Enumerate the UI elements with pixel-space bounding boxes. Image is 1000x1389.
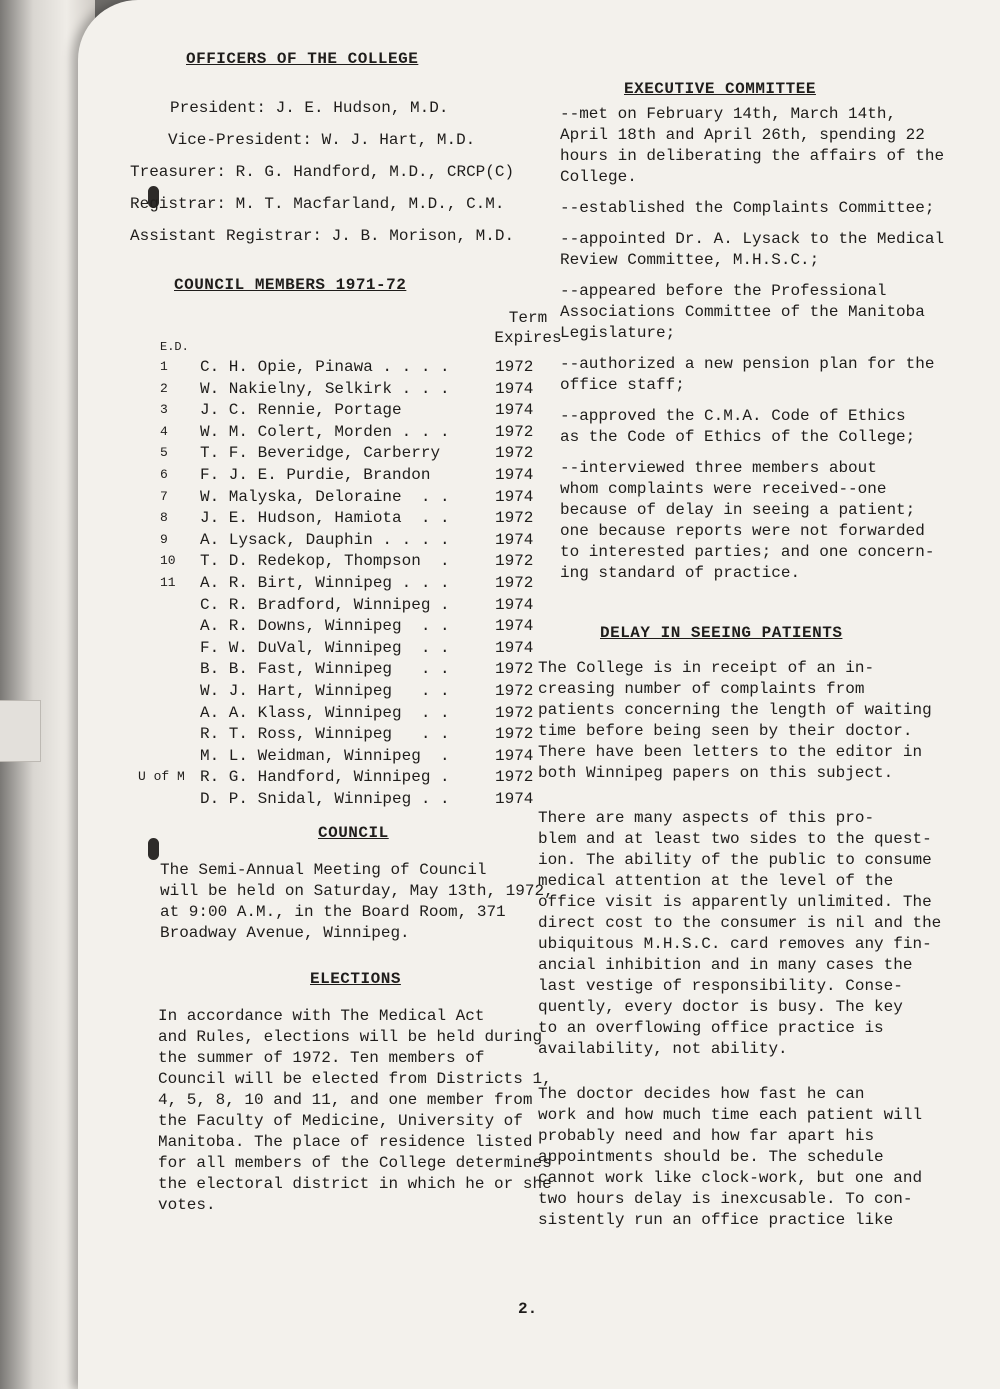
member-name: W. M. Colert, Morden . . .	[200, 422, 450, 441]
officer-row	[130, 188, 600, 220]
term-expiry-year: 1974	[495, 401, 534, 420]
district-number: 8	[160, 510, 168, 526]
member-name: A. A. Klass, Winnipeg . .	[200, 703, 450, 722]
officers-list	[130, 92, 600, 252]
member-name: C. H. Opie, Pinawa . . . .	[200, 358, 450, 376]
district-number: 9	[160, 531, 168, 547]
council-member-row	[160, 442, 580, 464]
term-expiry-year: 1972	[495, 660, 534, 679]
member-name: T. F. Beveridge, Carberry	[200, 444, 441, 463]
officer-row	[130, 156, 600, 188]
member-name: W. Malyska, Deloraine . .	[200, 487, 450, 506]
elections-heading: ELECTIONS	[310, 970, 401, 988]
binder-hole	[148, 838, 159, 860]
term-expiry-year: 1972	[495, 422, 534, 441]
term-expiry-year: 1974	[495, 790, 534, 808]
council-member-row	[160, 723, 580, 745]
term-expiry-year: 1974	[495, 595, 534, 614]
district-number: 3	[160, 402, 168, 418]
council-member-row	[160, 788, 580, 810]
district-number: 1	[160, 359, 168, 374]
officer-row	[130, 220, 600, 252]
member-name: F. J. E. Purdie, Brandon	[200, 466, 431, 484]
member-name: J. E. Hudson, Hamiota . .	[200, 509, 450, 528]
term-expiry-year: 1972	[495, 444, 534, 463]
district-number: 2	[160, 380, 168, 396]
council-member-row	[160, 529, 580, 551]
district-number: 4	[160, 423, 168, 439]
member-name: A. Lysack, Dauphin . . . .	[200, 530, 450, 549]
member-name: R. T. Ross, Winnipeg . .	[200, 725, 450, 744]
council-paragraph: The Semi-Annual Meeting of Council will be held on Saturday, May 13th, 1972, at 9:00 A.M., in the Board Room, 371 Broadway Avenue, Winnipeg.	[160, 861, 554, 942]
council-member-row	[160, 399, 580, 421]
term-expiry-year: 1974	[495, 746, 534, 765]
term-expiry-year: 1974	[495, 530, 534, 549]
executive-item: --appeared before the Professional Associations Committee of the Manitoba Legislature;	[560, 282, 925, 342]
executive-item: --established the Complaints Committee;	[560, 199, 935, 217]
document-page	[78, 0, 1000, 1389]
delay-heading: DELAY IN SEEING PATIENTS	[600, 624, 843, 642]
officers-heading: OFFICERS OF THE COLLEGE	[186, 50, 419, 68]
council-member-row	[160, 356, 580, 378]
term-expiry-year: 1974	[495, 638, 534, 657]
executive-item: --met on February 14th, March 14th, April 18th and April 26th, spending 22 hours in deliberating the affairs of the College.	[560, 105, 945, 186]
member-name: F. W. DuVal, Winnipeg . .	[200, 638, 450, 657]
member-name: A. R. Birt, Winnipeg . . .	[200, 574, 450, 592]
delay-paragraph: There are many aspects of this pro- blem and at least two sides to the quest- ion. The ability of the public to consume medical attention at the level of the office visit is apparently unlimited. The direct cost to the consumer is nil and the ubiquitous M.H.S.C. card removes any fin- ancial inhibition and in many cases the last vestige of responsibility. Conse- quently, every doctor is busy. The key to an overflowing office practice is availability, not ability.	[538, 809, 942, 1058]
officer-name: J. E. Hudson, M.D.	[275, 99, 449, 117]
council-member-row	[160, 378, 580, 400]
member-name: R. G. Handford, Winnipeg .	[200, 768, 450, 787]
officer-name: W. J. Hart, M.D.	[321, 131, 476, 149]
executive-item: --authorized a new pension plan for the office staff;	[560, 355, 935, 394]
council-member-row	[160, 680, 580, 702]
term-expires-header: Term Expires	[494, 309, 562, 347]
left-column	[130, 50, 600, 1216]
council-member-row	[138, 766, 580, 788]
term-expiry-year: 1972	[495, 509, 534, 528]
term-expiry-year: 1972	[495, 358, 534, 376]
council-member-row	[160, 550, 580, 572]
council-member-row	[160, 702, 580, 724]
right-column	[538, 80, 968, 1231]
officer-role: President:	[170, 99, 267, 117]
council-members-heading: COUNCIL MEMBERS 1971-72	[174, 276, 407, 294]
page-number: 2.	[518, 1300, 538, 1318]
district-number: U of M	[138, 769, 185, 785]
term-expiry-year: 1972	[495, 682, 534, 700]
term-expiry-year: 1972	[495, 574, 534, 592]
executive-items	[538, 104, 968, 584]
term-expiry-year: 1974	[495, 379, 534, 398]
executive-item: --appointed Dr. A. Lysack to the Medical Review Committee, M.H.S.C.;	[560, 230, 945, 269]
member-name: D. P. Snidal, Winnipeg . .	[200, 790, 450, 808]
officer-name: R. G. Handford, M.D., CRCP(C)	[235, 163, 515, 181]
council-member-row	[160, 615, 580, 637]
member-name: W. Nakielny, Selkirk . . .	[200, 379, 450, 398]
term-expiry-year: 1972	[495, 703, 534, 722]
district-number: 11	[160, 575, 176, 590]
term-expiry-year: 1972	[495, 552, 534, 571]
council-member-row	[160, 507, 580, 529]
council-member-row	[160, 745, 580, 767]
term-expiry-year: 1974	[495, 487, 534, 506]
member-name: C. R. Bradford, Winnipeg .	[200, 595, 450, 614]
term-expiry-year: 1974	[495, 466, 534, 484]
elections-paragraph: In accordance with The Medical Act and Rules, elections will be held during the summer of 1972. Ten members of Council will be elected from Districts 1, 4, 5, 8, 10 and 11, and one member from the Faculty of Medicine, University of Manitoba. The place of residence listed for all members of the College determines the electoral district in which he or she votes.	[158, 1007, 552, 1214]
executive-heading: EXECUTIVE COMMITTEE	[624, 80, 816, 98]
officer-name: J. B. Morison, M.D.	[331, 227, 515, 245]
officer-role: Treasurer:	[130, 163, 227, 181]
executive-item: --approved the C.M.A. Code of Ethics as the Code of Ethics of the College;	[560, 407, 916, 446]
officer-name: M. T. Macfarland, M.D., C.M.	[235, 195, 505, 213]
council-member-row	[160, 464, 580, 486]
district-number: 5	[160, 445, 168, 461]
district-number: 7	[160, 488, 168, 504]
council-member-row	[160, 421, 580, 443]
officer-row	[170, 92, 600, 124]
council-member-row	[160, 486, 580, 508]
member-name: M. L. Weidman, Winnipeg .	[200, 746, 450, 765]
officer-role: Registrar:	[130, 195, 227, 213]
member-name: B. B. Fast, Winnipeg . .	[200, 660, 450, 679]
member-name: W. J. Hart, Winnipeg . .	[200, 682, 450, 700]
member-name: A. R. Downs, Winnipeg . .	[200, 617, 450, 636]
delay-paragraph: The College is in receipt of an in- creasing number of complaints from patients concerning the length of waiting time before being seen by their doctor. There have been letters to the editor in both Winnipeg papers on this subject.	[538, 659, 932, 782]
council-heading: COUNCIL	[318, 824, 389, 842]
officer-role: Assistant Registrar:	[130, 227, 323, 245]
district-number: 10	[160, 553, 176, 569]
term-expiry-year: 1974	[495, 617, 534, 636]
member-name: T. D. Redekop, Thompson .	[200, 552, 450, 571]
delay-paragraph: The doctor decides how fast he can work and how much time each patient will probably need and how far apart his appointments should be. The schedule cannot work like clock-work, but one and two hours delay is inexcusable. To con- sistently run an office practice like	[538, 1085, 923, 1229]
binder-tab	[0, 700, 41, 762]
member-name: J. C. Rennie, Portage	[200, 401, 402, 420]
district-number: 6	[160, 467, 168, 482]
executive-item: --interviewed three members about whom complaints were received--one because of delay in seeing a patient; one because reports were not forwarded to interested parties; and one concern- ing standard of practice.	[560, 459, 935, 582]
district-header: E.D.	[160, 340, 189, 354]
officer-role: Vice-President:	[168, 131, 313, 149]
officer-row	[168, 124, 600, 156]
term-expiry-year: 1972	[495, 725, 534, 744]
council-member-row	[160, 658, 580, 680]
council-member-row	[160, 594, 580, 616]
council-member-row	[160, 637, 580, 659]
council-member-row	[160, 572, 580, 594]
council-members-table	[138, 294, 600, 814]
term-expiry-year: 1972	[495, 768, 534, 787]
